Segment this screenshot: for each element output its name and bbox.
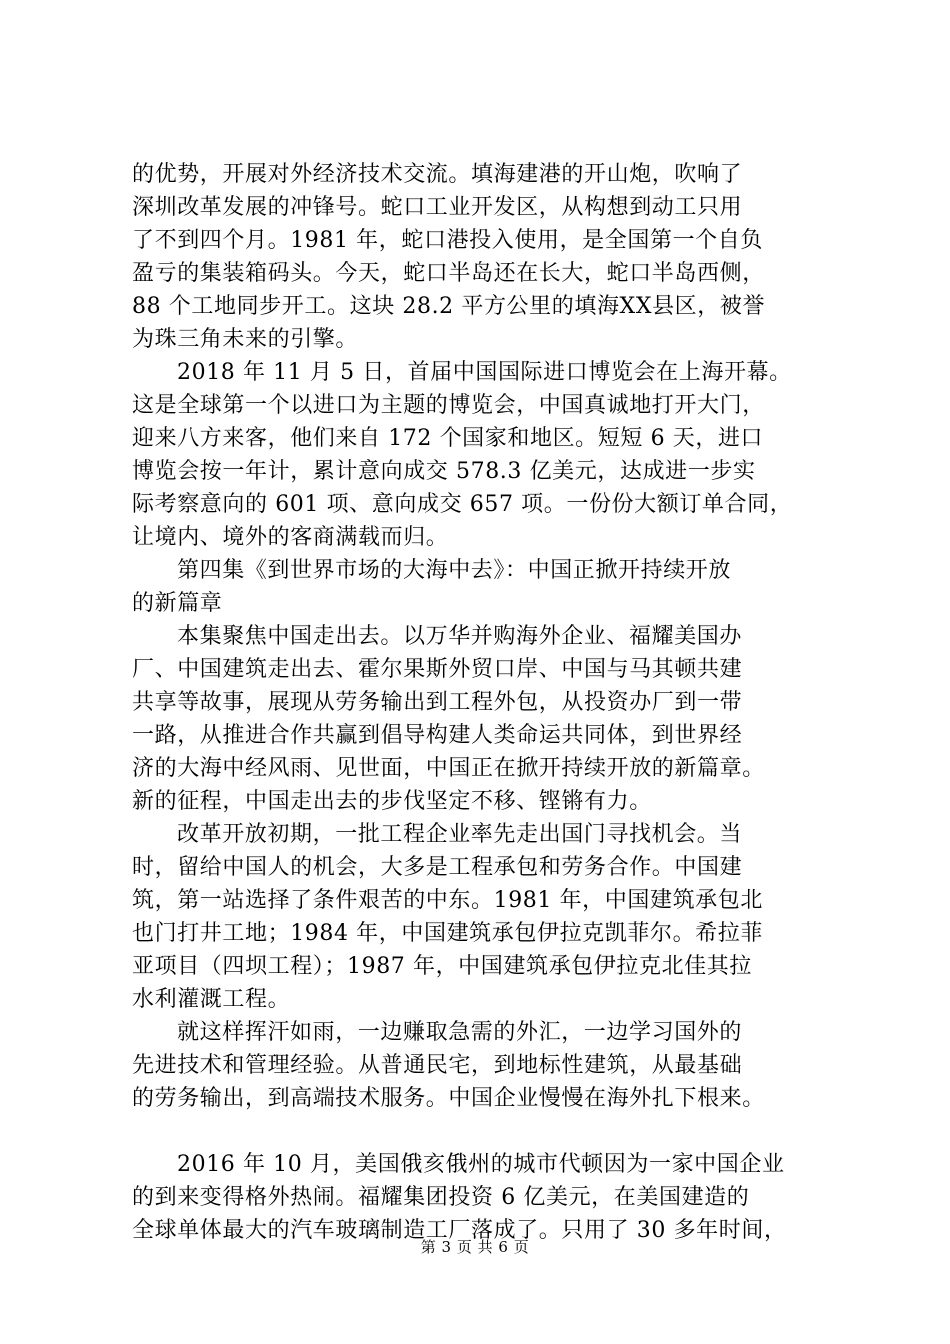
episode-heading-line: 第四集《到世界市场的大海中去》：中国正掀开持续开放	[177, 558, 732, 583]
episode-heading-line: 的新篇章	[132, 591, 223, 616]
text-line: 让境内、境外的客商满载而归。	[132, 525, 449, 550]
page-number-footer: 第 3 页 共 6 页	[420, 1238, 530, 1256]
text-line: 的劳务输出，到高端技术服务。中国企业慢慢在海外扎下根来。	[132, 1086, 765, 1111]
text-line: 水利灌溉工程。	[132, 987, 291, 1012]
text-line: 筑，第一站选择了条件艰苦的中东。1981 年，中国建筑承包北	[132, 888, 763, 913]
paragraph-start-line: 本集聚焦中国走出去。以万华并购海外企业、福耀美国办	[177, 624, 743, 649]
text-line: 博览会按一年计，累计意向成交 578.3 亿美元，达成进一步实	[132, 459, 756, 484]
text-line: 共享等故事，展现从劳务输出到工程外包，从投资办厂到一带	[132, 690, 743, 715]
paragraph-start-line: 就这样挥汗如雨，一边赚取急需的外汇，一边学习国外的	[177, 1020, 743, 1045]
text-line: 迎来八方来客，他们来自 172 个国家和地区。短短 6 天，进口	[132, 426, 764, 451]
text-line: 济的大海中经风雨、见世面，中国正在掀开持续开放的新篇章。	[132, 756, 765, 781]
text-line: 际考察意向的 601 项、意向成交 657 项。一份份大额订单合同，	[132, 492, 793, 517]
text-line: 新的征程，中国走出去的步伐坚定不移、铿锵有力。	[132, 789, 652, 814]
text-line: 一路，从推进合作共赢到倡导构建人类命运共同体，到世界经	[132, 723, 743, 748]
text-line: 的优势，开展对外经济技术交流。填海建港的开山炮，吹响了	[132, 162, 743, 187]
text-line: 为珠三角未来的引擎。	[132, 327, 359, 352]
text-line: 盈亏的集装箱码头。今天，蛇口半岛还在长大，蛇口半岛西侧，	[132, 261, 765, 286]
paragraph-start-line: 改革开放初期，一批工程企业率先走出国门寻找机会。当	[177, 822, 743, 847]
text-line: 88 个工地同步开工。这块 28.2 平方公里的填海XX县区，被誉	[132, 294, 766, 319]
text-line: 的到来变得格外热闹。福耀集团投资 6 亿美元，在美国建造的	[132, 1185, 750, 1210]
text-line: 时，留给中国人的机会，大多是工程承包和劳务合作。中国建	[132, 855, 743, 880]
text-line: 也门打井工地；1984 年，中国建筑承包伊拉克凯菲尔。希拉菲	[132, 921, 763, 946]
text-line: 先进技术和管理经验。从普通民宅，到地标性建筑，从最基础	[132, 1053, 743, 1078]
text-line: 厂、中国建筑走出去、霍尔果斯外贸口岸、中国与马其顿共建	[132, 657, 743, 682]
text-line: 深圳改革发展的冲锋号。蛇口工业开发区，从构想到动工只用	[132, 195, 743, 220]
blank-line	[132, 1115, 832, 1148]
paragraph-start-line: 2016 年 10 月，美国俄亥俄州的城市代顿因为一家中国企业	[177, 1152, 785, 1177]
paragraph-start-line: 2018 年 11 月 5 日，首届中国国际进口博览会在上海开幕。	[177, 360, 792, 385]
text-line: 了不到四个月。1981 年，蛇口港投入使用，是全国第一个自负	[132, 228, 763, 253]
text-line: 亚项目（四坝工程）；1987 年，中国建筑承包伊拉克北佳其拉	[132, 954, 752, 979]
document-body	[132, 158, 832, 1247]
text-line: 全球单体最大的汽车玻璃制造工厂落成了。只用了 30 多年时间，	[132, 1218, 787, 1243]
text-line: 这是全球第一个以进口为主题的博览会，中国真诚地打开大门，	[132, 393, 765, 418]
